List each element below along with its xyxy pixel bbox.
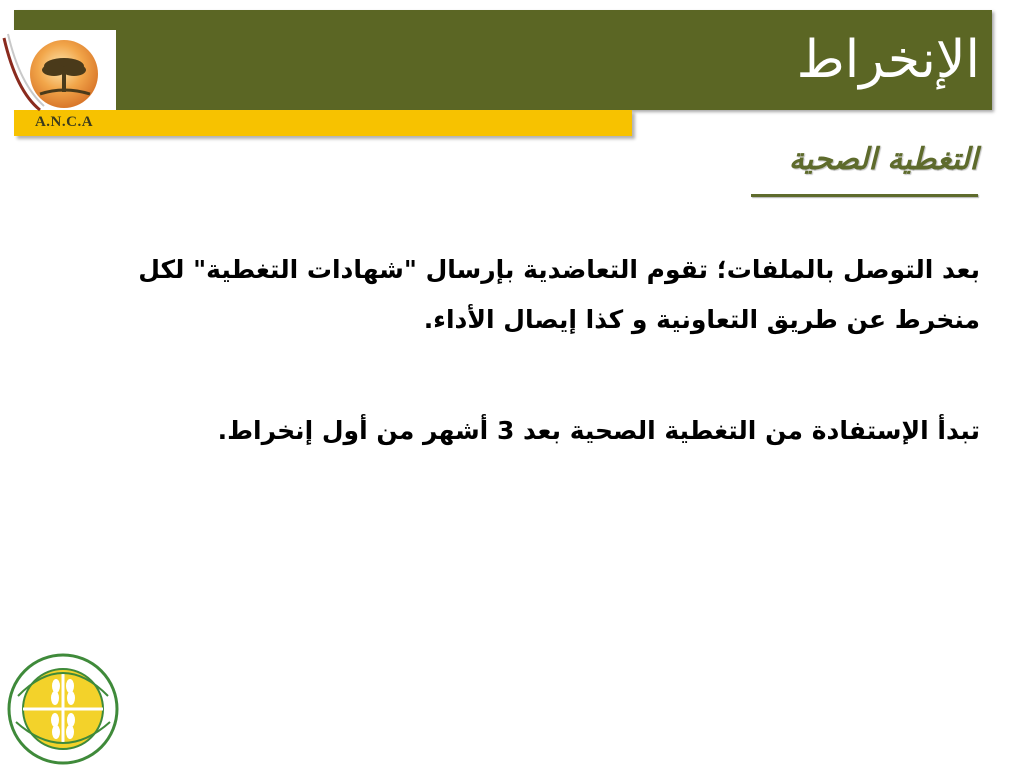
coverage-start-paragraph: تبدأ الإستفادة من التغطية الصحية بعد 3 أشهر من أول إنخراط. [217,416,980,445]
coverage-certificates-paragraph: بعد التوصل بالملفات؛ تقوم التعاضدية بإرسال "شهادات التغطية" لكل منخرط عن طريق التعاونية و كذا إيصال الأداء. [138,255,980,334]
logo-caption: A.N.C.A [34,114,94,130]
slide-title: الإنخراط [796,30,980,90]
title-bar [14,10,992,110]
anca-logo [0,24,120,136]
wheat-seal-icon [6,652,120,766]
subtitle-underline [751,194,978,197]
section-subtitle: التغطية الصحية [788,142,978,177]
